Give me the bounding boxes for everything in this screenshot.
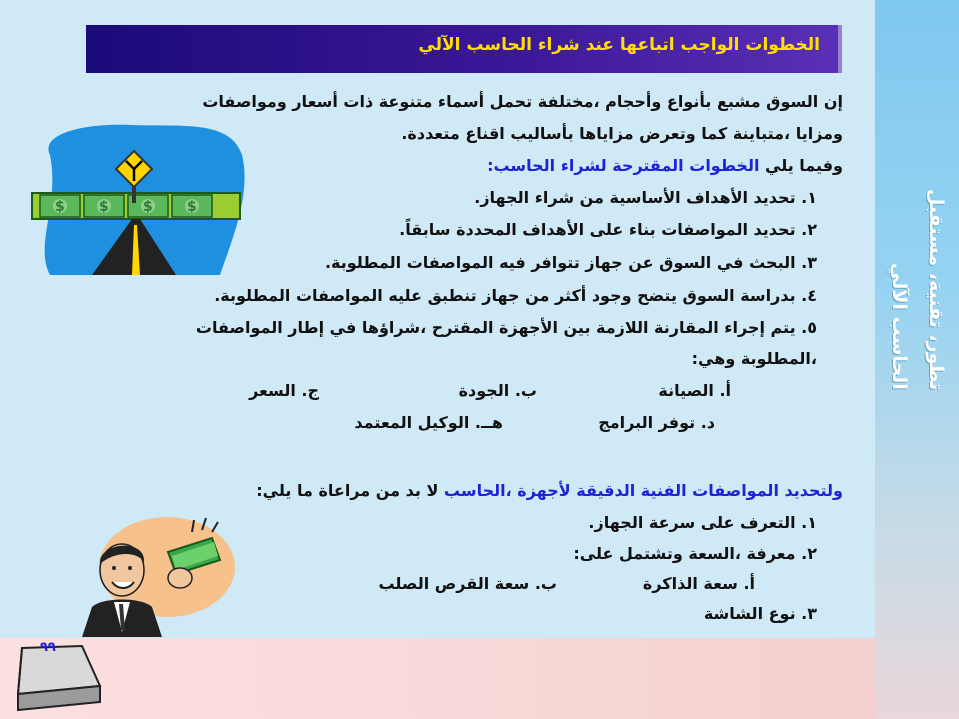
step-5: ٥. يتم إجراء المقارنة اللازمة بين الأجهزة المقترح ،شراؤها في إطار المواصفات — [195, 318, 817, 337]
road-money-clipart — [20, 115, 252, 285]
capacity-disk: ب. سعة القرص الصلب — [378, 574, 557, 593]
intro-line-2: ومزايا ،متباينة كما وتعرض مزاياها بأساليب اقناع متعددة. — [401, 124, 843, 143]
criterion-quality: ب. الجودة — [458, 381, 537, 400]
spec-item-3: ٣. نوع الشاشة — [703, 604, 817, 623]
spec-lead — [256, 481, 843, 500]
svg-text:$: $ — [55, 199, 65, 215]
step-2: ٢. تحديد المواصفات بناء على الأهداف المحددة سابقاً. — [399, 220, 817, 239]
capacity-memory: أ. سعة الذاكرة — [642, 574, 755, 593]
header-bar — [86, 25, 842, 73]
step-5-continued: ،المطلوبة وهي: — [691, 349, 817, 368]
side-title-line2: الحاسب الآلي — [888, 263, 910, 390]
criterion-price: ج. السعر — [249, 381, 319, 400]
intro-line-1: إن السوق مشبع بأنواع وأحجام ،مختلفة تحمل أسماء متنوعة ذات أسعار ومواصفات — [202, 92, 843, 111]
bottom-band — [0, 638, 959, 719]
step-3: ٣. البحث في السوق عن جهاز تتوافر فيه المواصفات المطلوبة. — [324, 253, 817, 272]
svg-text:$: $ — [187, 199, 197, 215]
man-with-money-clipart — [72, 512, 237, 637]
header-title: الخطوات الواجب اتباعها عند شراء الحاسب الآلي — [418, 35, 820, 55]
criterion-maintenance: أ. الصيانة — [658, 381, 731, 400]
side-title — [880, 70, 954, 390]
side-title-line1: تطور، تقنية، مستقبل — [925, 188, 947, 390]
criterion-software: د. توفر البرامج — [598, 413, 715, 432]
step-1: ١. تحديد الأهداف الأساسية من شراء الجهاز. — [474, 188, 817, 207]
page-number: ٩٩ — [40, 640, 56, 655]
spec-lead-rest: لا بد من مراعاة ما يلي: — [256, 481, 444, 500]
page-number-key — [8, 640, 104, 712]
criterion-dealer: هــ. الوكيل المعتمد — [354, 413, 503, 432]
svg-text:$: $ — [99, 199, 109, 215]
spec-item-1: ١. التعرف على سرعة الجهاز. — [588, 513, 817, 532]
step-4: ٤. بدراسة السوق يتضح وجود أكثر من جهاز تنطبق عليه المواصفات المطلوبة. — [214, 286, 817, 305]
spec-lead-highlight: ولتحديد المواصفات الفنية الدقيقة لأجهزة ،الحاسب — [443, 481, 843, 500]
svg-text:$: $ — [143, 199, 153, 215]
steps-lead-prefix: وفيما يلي — [759, 156, 843, 175]
spec-item-2: ٢. معرفة ،السعة وتشتمل على: — [573, 544, 817, 563]
steps-lead-highlight: الخطوات المقترحة لشراء الحاسب: — [487, 156, 760, 175]
steps-lead — [487, 156, 843, 175]
